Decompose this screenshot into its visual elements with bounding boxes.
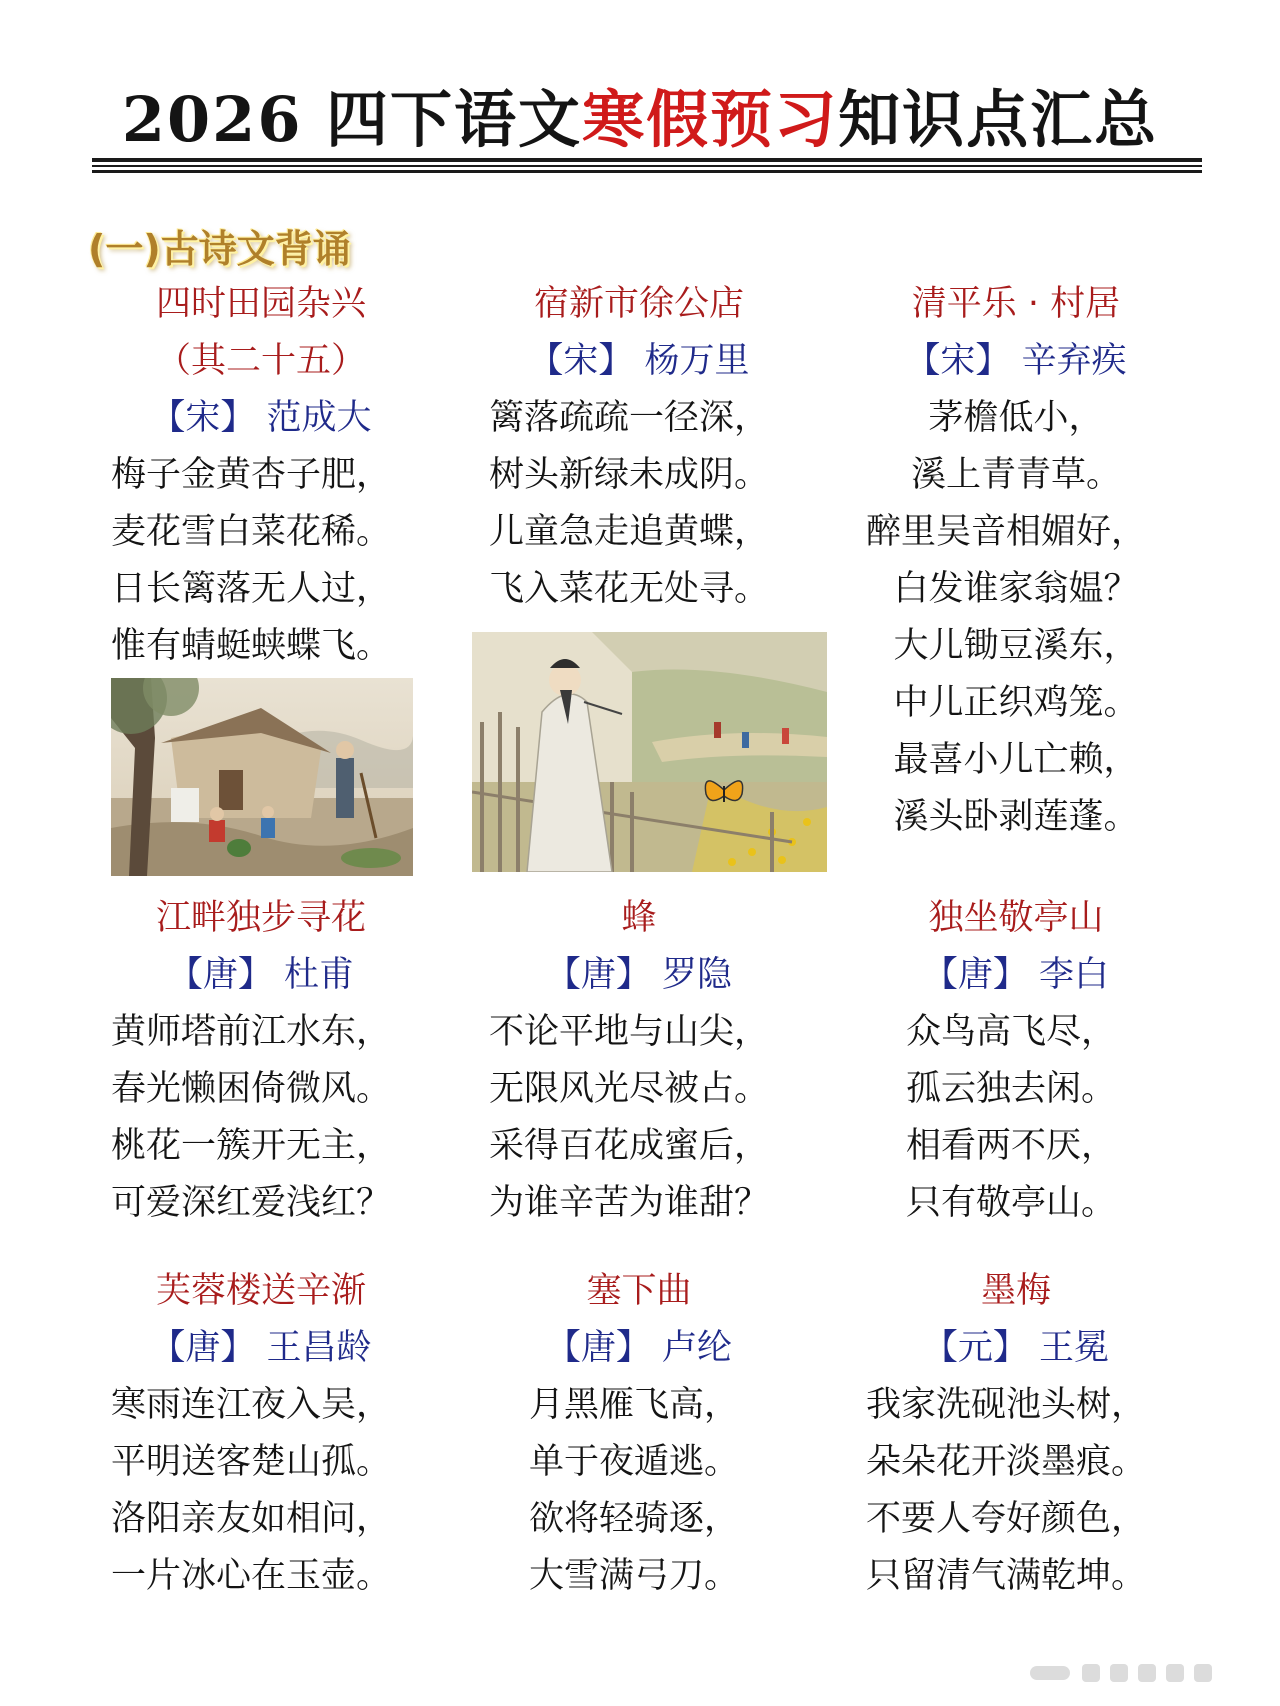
poem-line: 寒雨连江夜入吴， (111, 1385, 392, 1425)
title-prefix: 2026 四下语文 (121, 83, 583, 156)
title-rule (92, 170, 1202, 173)
poem-2 (489, 276, 789, 618)
poem-line: 只留清气满乾坤。 (866, 1556, 1147, 1596)
poem-title: 塞下曲 (586, 1271, 692, 1311)
poem-line: 茅檐低小， (928, 398, 1104, 438)
poem-author: 【唐】 王昌龄 (150, 1328, 372, 1368)
poem-line: 黄师塔前江水东， (111, 1012, 392, 1052)
poem-line: 篱落疏疏一径深， (489, 398, 770, 438)
poem-line: 无限风光尽被占。 (489, 1069, 770, 1109)
poem-7 (111, 1263, 411, 1605)
poem-line: 朵朵花开淡墨痕。 (866, 1442, 1147, 1482)
poem-line: 洛阳亲友如相问， (111, 1499, 392, 1539)
poem-5 (489, 890, 789, 1232)
poem-author: 【唐】 罗隐 (545, 955, 733, 995)
poem-line: 儿童急走追黄蝶， (489, 512, 770, 552)
poem-line: 春光懒困倚微风。 (111, 1069, 392, 1109)
farm-illustration (111, 678, 413, 876)
poem-line: 一片冰心在玉壶。 (111, 1556, 392, 1596)
poem-line: 平明送客楚山孤。 (111, 1442, 392, 1482)
poem-line: 溪头卧剥莲蓬。 (893, 797, 1139, 837)
poem-title: 宿新市徐公店 (533, 284, 744, 324)
title-suffix: 知识点汇总 (838, 83, 1159, 156)
poem-line: 惟有蜻蜓蛱蝶飞。 (111, 626, 392, 666)
poem-author: 【宋】 杨万里 (528, 341, 750, 381)
poet-illustration (472, 632, 827, 872)
title-highlight: 寒假预习 (582, 83, 839, 156)
title-rule (92, 158, 1202, 162)
poem-line: 最喜小儿亡赖， (893, 740, 1139, 780)
poem-subtitle: （其二十五） (155, 341, 366, 381)
poem-line: 相看两不厌， (906, 1126, 1117, 1166)
poem-author: 【唐】 李白 (922, 955, 1110, 995)
poem-line: 众鸟高飞尽， (906, 1012, 1117, 1052)
title-rule (92, 165, 1202, 167)
poem-6 (866, 890, 1166, 1232)
poem-title: 蜂 (621, 898, 657, 938)
poem-line: 溪上青青草。 (910, 455, 1121, 495)
poem-9 (866, 1263, 1166, 1605)
poem-line: 为谁辛苦为谁甜？ (489, 1183, 770, 1223)
poem-3 (866, 276, 1166, 846)
poem-line: 大儿锄豆溪东， (893, 626, 1139, 666)
poem-line: 孤云独去闲。 (906, 1069, 1117, 1109)
poem-line: 可爱深红爱浅红？ (111, 1183, 392, 1223)
poem-line: 麦花雪白菜花稀。 (111, 512, 392, 552)
poem-title: 清平乐 · 村居 (911, 284, 1121, 324)
poem-1 (111, 276, 411, 675)
poem-line: 欲将轻骑逐， (529, 1499, 740, 1539)
poem-line: 醉里吴音相媚好， (866, 512, 1147, 552)
poem-line: 桃花一簇开无主， (111, 1126, 392, 1166)
poem-author: 【宋】 范成大 (150, 398, 372, 438)
poem-title: 独坐敬亭山 (928, 898, 1104, 938)
poem-4 (111, 890, 411, 1232)
poem-title: 四时田园杂兴 (155, 284, 366, 324)
poem-author: 【唐】 杜甫 (167, 955, 355, 995)
poem-line: 单于夜遁逃。 (529, 1442, 740, 1482)
poem-line: 白发谁家翁媪？ (893, 569, 1139, 609)
poem-line: 梅子金黄杏子肥， (111, 455, 392, 495)
poem-title: 江畔独步寻花 (155, 898, 366, 938)
poem-line: 日长篱落无人过， (111, 569, 392, 609)
poem-author: 【元】 王冕 (922, 1328, 1110, 1368)
watermark-icons (1030, 1660, 1230, 1686)
poem-line: 月黑雁飞高， (529, 1385, 740, 1425)
poem-line: 我家洗砚池头树， (866, 1385, 1147, 1425)
poem-line: 中儿正织鸡笼。 (893, 683, 1139, 723)
poem-8 (489, 1263, 789, 1605)
poem-line: 不论平地与山尖， (489, 1012, 770, 1052)
page-title (0, 70, 1280, 159)
poem-author: 【宋】 辛弃疾 (905, 341, 1127, 381)
poem-line: 采得百花成蜜后， (489, 1126, 770, 1166)
poem-line: 不要人夸好颜色， (866, 1499, 1147, 1539)
poem-line: 树头新绿未成阴。 (489, 455, 770, 495)
poem-line: 大雪满弓刀。 (529, 1556, 740, 1596)
section-title: (一)古诗文背诵 (88, 227, 351, 271)
poem-title: 芙蓉楼送辛渐 (155, 1271, 366, 1311)
poem-title: 墨梅 (980, 1271, 1051, 1311)
poem-line: 只有敬亭山。 (906, 1183, 1117, 1223)
poem-line: 飞入菜花无处寻。 (489, 569, 770, 609)
poem-author: 【唐】 卢纶 (545, 1328, 733, 1368)
